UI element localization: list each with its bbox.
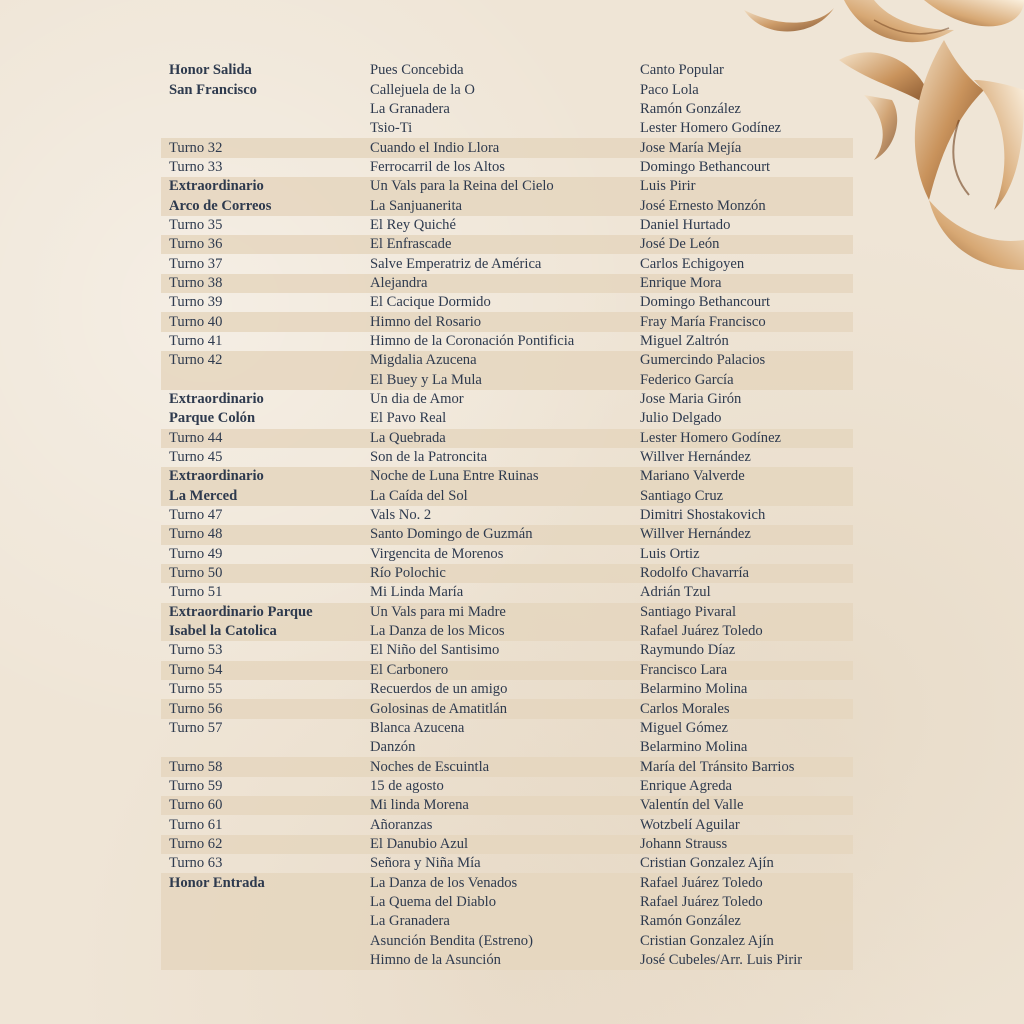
program-row (161, 429, 853, 448)
piece-title: Un dia de Amor (370, 391, 464, 408)
piece-title: Un Vals para mi Madre (362, 603, 632, 622)
program-row (161, 506, 853, 525)
program-row (161, 351, 853, 370)
turn-label (161, 100, 362, 119)
program-row (161, 254, 853, 273)
program-row (161, 138, 853, 157)
composer-name: Adrián Tzul (640, 584, 711, 601)
piece-title: Himno de la Asunción (362, 951, 632, 970)
composer-name: Raymundo Díaz (640, 642, 736, 659)
program-row (161, 448, 853, 467)
composer-name: José De León (632, 235, 853, 254)
turn-label: Extraordinario (161, 467, 362, 486)
composer-name: Valentín del Valle (632, 796, 853, 815)
composer-name: Luis Ortiz (640, 545, 700, 562)
composer-name: Canto Popular (640, 62, 724, 79)
program-row (161, 796, 853, 815)
composer-name: Ramón González (632, 912, 853, 931)
composer-name: Johann Strauss (632, 835, 853, 854)
program-row (161, 873, 853, 892)
piece-title: Mi linda Morena (362, 796, 632, 815)
turn-label: Turno 55 (169, 681, 223, 698)
composer-name: José Ernesto Monzón (632, 196, 853, 215)
piece-title: Un Vals para la Reina del Cielo (362, 177, 632, 196)
piece-title: El Cacique Dormido (370, 294, 491, 311)
program-row (161, 216, 853, 235)
piece-title: La Granadera (370, 100, 450, 117)
piece-title: Virgencita de Morenos (370, 545, 504, 562)
piece-title: Callejuela de la O (370, 81, 475, 98)
turn-label: Turno 45 (169, 449, 223, 466)
turn-label: Turno 44 (161, 429, 362, 448)
program-row (161, 641, 853, 660)
piece-title: Ferrocarril de los Altos (370, 158, 505, 175)
composer-name: Wotzbelí Aguilar (640, 816, 740, 833)
piece-title: Cuando el Indio Llora (362, 138, 632, 157)
turn-label: Turno 40 (161, 312, 362, 331)
composer-name: Domingo Bethancourt (640, 158, 771, 175)
program-row (161, 661, 853, 680)
program-row (161, 893, 853, 912)
piece-title: Noche de Luna Entre Ruinas (362, 467, 632, 486)
composer-name: Lester Homero Godínez (640, 120, 782, 137)
program-row (161, 525, 853, 544)
program-row (161, 738, 853, 757)
program-row (161, 487, 853, 506)
piece-title: La Granadera (362, 912, 632, 931)
program-row (161, 332, 853, 351)
composer-name: Dimitri Shostakovich (640, 507, 766, 524)
piece-title: Asunción Bendita (Estreno) (362, 931, 632, 950)
piece-title: Señora y Niña Mía (370, 855, 481, 872)
program-row (161, 61, 853, 80)
composer-name: Miguel Zaltrón (640, 332, 729, 349)
piece-title: La Danza de los Venados (362, 873, 632, 892)
composer-name: Jose María Mejía (632, 138, 853, 157)
turn-label (161, 951, 362, 970)
composer-name: Belarmino Molina (640, 739, 748, 756)
turn-label: Parque Colón (169, 410, 256, 427)
turn-label: Turno 42 (161, 351, 362, 370)
composer-name: Cristian Gonzalez Ajín (632, 931, 853, 950)
program-row (161, 777, 853, 796)
composer-name: Rafael Juárez Toledo (632, 893, 853, 912)
program-row (161, 835, 853, 854)
composer-name: Ramón González (640, 100, 741, 117)
piece-title: Vals No. 2 (370, 507, 432, 524)
turn-label: La Merced (161, 487, 362, 506)
piece-title: La Danza de los Micos (362, 622, 632, 641)
piece-title: 15 de agosto (370, 777, 444, 794)
piece-title: Son de la Patroncita (370, 449, 488, 466)
program-row (161, 951, 853, 970)
turn-label: Turno 48 (161, 525, 362, 544)
composer-name: María del Tránsito Barrios (632, 757, 853, 776)
program-row (161, 680, 853, 699)
turn-label (161, 738, 362, 757)
program-row (161, 100, 853, 119)
turn-label: Turno 53 (169, 642, 223, 659)
composer-name: Jose Maria Girón (640, 391, 742, 408)
composer-name: Federico García (632, 371, 853, 390)
piece-title: Recuerdos de un amigo (370, 681, 508, 698)
piece-title: El Pavo Real (370, 410, 447, 427)
program-row (161, 719, 853, 738)
piece-title: La Quema del Diablo (362, 893, 632, 912)
program-row (161, 196, 853, 215)
composer-name: Mariano Valverde (632, 467, 853, 486)
turn-label: Turno 61 (169, 816, 223, 833)
turn-label: Turno 35 (169, 216, 223, 233)
program-row (161, 80, 853, 99)
program-row (161, 371, 853, 390)
turn-label: Turno 54 (161, 661, 362, 680)
turn-label (161, 912, 362, 931)
program-row (161, 177, 853, 196)
turn-label: Arco de Correos (161, 196, 362, 215)
piece-title: Blanca Azucena (370, 719, 465, 736)
composer-name: Domingo Bethancourt (640, 294, 771, 311)
composer-name: Rafael Juárez Toledo (632, 873, 853, 892)
composer-name: Gumercindo Palacios (632, 351, 853, 370)
composer-name: Willver Hernández (640, 449, 751, 466)
program-row (161, 603, 853, 622)
composer-name: Belarmino Molina (640, 681, 748, 698)
turn-label: Turno 41 (169, 332, 223, 349)
program-row (161, 274, 853, 293)
turn-label: Extraordinario Parque (161, 603, 362, 622)
piece-title: Himno de la Coronación Pontificia (370, 332, 575, 349)
piece-title: Pues Concebida (370, 62, 464, 79)
program-row (161, 409, 853, 428)
piece-title: La Sanjuanerita (362, 196, 632, 215)
turn-label: Isabel la Catolica (161, 622, 362, 641)
program-row (161, 912, 853, 931)
composer-name: Paco Lola (640, 81, 699, 98)
piece-title: Danzón (370, 739, 416, 756)
piece-title: El Buey y La Mula (362, 371, 632, 390)
composer-name: Willver Hernández (632, 525, 853, 544)
program-row (161, 583, 853, 602)
composer-name: Fray María Francisco (632, 312, 853, 331)
piece-title: El Danubio Azul (362, 835, 632, 854)
composer-name: Enrique Agreda (640, 777, 732, 794)
turn-label (161, 893, 362, 912)
program-row (161, 622, 853, 641)
composer-name: Daniel Hurtado (640, 216, 731, 233)
turn-label: Turno 60 (161, 796, 362, 815)
turn-label: Extraordinario (169, 391, 264, 408)
turn-label: Turno 51 (169, 584, 223, 601)
turn-label: Turno 38 (161, 274, 362, 293)
composer-name: Lester Homero Godínez (632, 429, 853, 448)
piece-title: Noches de Escuintla (362, 757, 632, 776)
composer-name: Carlos Morales (632, 699, 853, 718)
turn-label: Turno 32 (161, 138, 362, 157)
turn-label: Honor Salida (169, 62, 252, 79)
composer-name: Miguel Gómez (640, 719, 728, 736)
program-row (161, 931, 853, 950)
piece-title: Santo Domingo de Guzmán (362, 525, 632, 544)
turn-label: Extraordinario (161, 177, 362, 196)
piece-title: El Niño del Santisimo (370, 642, 500, 659)
piece-title: El Enfrascade (362, 235, 632, 254)
program-row (161, 235, 853, 254)
turn-label: Turno 63 (169, 855, 223, 872)
program-row (161, 854, 853, 873)
program-row (161, 467, 853, 486)
program-row (161, 293, 853, 312)
composer-name: Rodolfo Chavarría (632, 564, 853, 583)
turn-label: Turno 37 (169, 255, 223, 272)
turn-label: Honor Entrada (161, 873, 362, 892)
program-row (161, 564, 853, 583)
turn-label (161, 371, 362, 390)
program-row (161, 545, 853, 564)
composer-name: Luis Pirir (632, 177, 853, 196)
turn-label: Turno 33 (169, 158, 223, 175)
piece-title: Añoranzas (370, 816, 433, 833)
composer-name: Rafael Juárez Toledo (632, 622, 853, 641)
piece-title: Río Polochic (362, 564, 632, 583)
piece-title: El Rey Quiché (370, 216, 456, 233)
turn-label (161, 931, 362, 950)
program-row (161, 119, 853, 138)
piece-title: Alejandra (362, 274, 632, 293)
piece-title: Golosinas de Amatitlán (362, 699, 632, 718)
piece-title: Migdalia Azucena (362, 351, 632, 370)
composer-name: Enrique Mora (632, 274, 853, 293)
turn-label: Turno 36 (161, 235, 362, 254)
turn-label (161, 119, 362, 138)
piece-title: El Carbonero (362, 661, 632, 680)
turn-label: San Francisco (169, 81, 257, 98)
composer-name: José Cubeles/Arr. Luis Pirir (632, 951, 853, 970)
composer-name: Julio Delgado (640, 410, 722, 427)
turn-label: Turno 49 (169, 545, 223, 562)
turn-label: Turno 50 (161, 564, 362, 583)
turn-label: Turno 59 (169, 777, 223, 794)
composer-name: Santiago Cruz (632, 487, 853, 506)
turn-label: Turno 58 (161, 757, 362, 776)
piece-title: La Quebrada (362, 429, 632, 448)
turn-label: Turno 56 (161, 699, 362, 718)
program-row (161, 699, 853, 718)
piece-title: La Caída del Sol (362, 487, 632, 506)
turn-label: Turno 62 (161, 835, 362, 854)
composer-name: Carlos Echigoyen (640, 255, 745, 272)
program-row (161, 312, 853, 331)
turn-label: Turno 39 (169, 294, 223, 311)
piece-title: Tsio-Ti (370, 120, 413, 137)
program-row (161, 815, 853, 834)
turn-label: Turno 47 (169, 507, 223, 524)
program-row (161, 757, 853, 776)
piece-title: Salve Emperatriz de América (370, 255, 542, 272)
turn-label: Turno 57 (169, 719, 223, 736)
program-row (161, 390, 853, 409)
composer-name: Francisco Lara (632, 661, 853, 680)
piece-title: Mi Linda María (370, 584, 464, 601)
program-row (161, 158, 853, 177)
concert-program-table (161, 61, 853, 970)
piece-title: Himno del Rosario (362, 312, 632, 331)
composer-name: Santiago Pivaral (632, 603, 853, 622)
composer-name: Cristian Gonzalez Ajín (640, 855, 774, 872)
